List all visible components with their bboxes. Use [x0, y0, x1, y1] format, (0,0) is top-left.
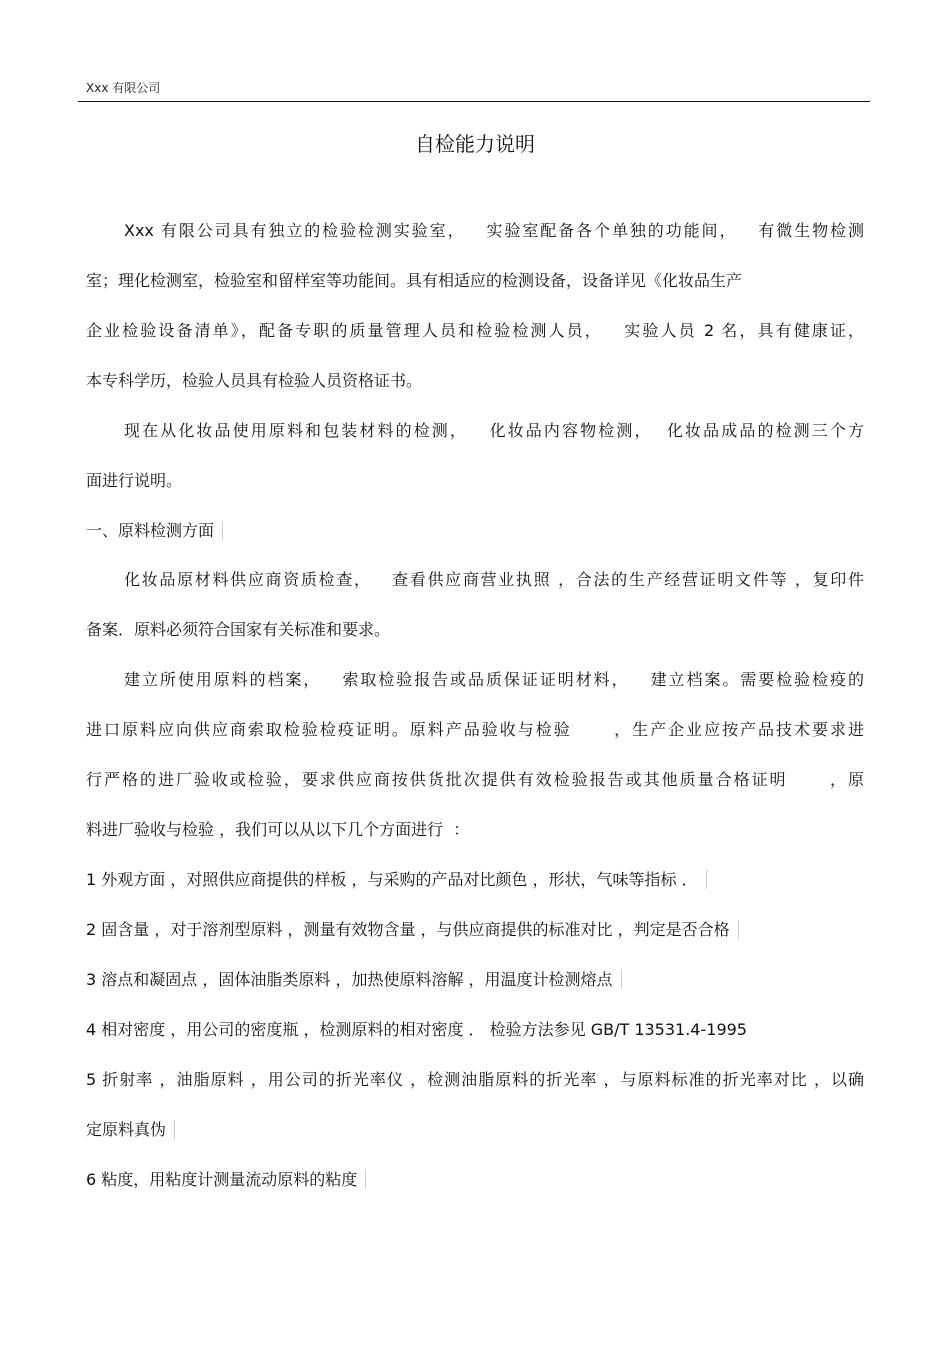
paragraph-line: 面进行说明。: [86, 471, 183, 490]
header-rule: [78, 101, 870, 102]
list-item: 1 外观方面 ，对照供应商提供的样板 ，与采购的产品对比颜色 ，形状，气味等指标 ．: [86, 870, 707, 890]
paragraph-line: 建立所使用原料的档案， 索取检验报告或品质保证证明材料， 建立档案。需要检验检疫的: [124, 670, 864, 689]
paragraph-line: 料进厂验收与检验 ，我们可以从以下几个方面进行 ：: [86, 820, 470, 839]
paragraph-line: 行严格的进厂验收或检验，要求供应商按供货批次提供有效检验报告或其他质量合格证明 ，原: [86, 770, 864, 789]
page-title: 自检能力说明: [415, 132, 535, 156]
list-item-continued: 定原料真伪: [86, 1120, 175, 1140]
paragraph-line: 企业检验设备清单》，配备专职的质量管理人员和检验检测人员， 实验人员 2 名，具有健康证，: [86, 321, 864, 340]
list-item: 3 溶点和凝固点 ，固体油脂类原料 ，加热使原料溶解 ，用温度计检测熔点: [86, 970, 622, 990]
section-heading: 一、原料检测方面: [86, 521, 223, 541]
paragraph-line: 室；理化检测室，检验室和留样室等功能间。具有相适应的检测设备，设备详见《化妆品生产: [86, 271, 743, 290]
list-item: 2 固含量 ，对于溶剂型原料 ，测量有效物含量 ，与供应商提供的标准对比 ，判定是否合格: [86, 920, 739, 940]
header-company: Xxx 有限公司: [86, 81, 161, 95]
list-item: 5 折射率 ，油脂原料 ，用公司的折光率仪 ，检测油脂原料的折光率 ，与原料标准的折光率对比 ，以确: [86, 1070, 864, 1089]
list-item: 4 相对密度 ，用公司的密度瓶 ，检测原料的相对密度 ． 检验方法参见 GB/T 13531.4-1995: [86, 1020, 747, 1039]
paragraph-line: 化妆品原材料供应商资质检查， 查看供应商营业执照 ，合法的生产经营证明文件等 ，复印件: [124, 570, 864, 589]
paragraph-line: 现在从化妆品使用原料和包装材料的检测， 化妆品内容物检测， 化妆品成品的检测三个方: [124, 421, 864, 440]
paragraph-line: 进口原料应向供应商索取检验检疫证明。原料产品验收与检验 ，生产企业应按产品技术要求进: [86, 720, 864, 739]
paragraph-line: 本专科学历，检验人员具有检验人员资格证书。: [86, 371, 423, 390]
paragraph-line: Xxx 有限公司具有独立的检验检测实验室， 实验室配备各个单独的功能间， 有微生物检测: [124, 221, 864, 240]
list-item: 6 粘度，用粘度计测量流动原料的粘度: [86, 1170, 366, 1190]
paragraph-line: 备案．原料必须符合国家有关标准和要求。: [86, 620, 391, 639]
